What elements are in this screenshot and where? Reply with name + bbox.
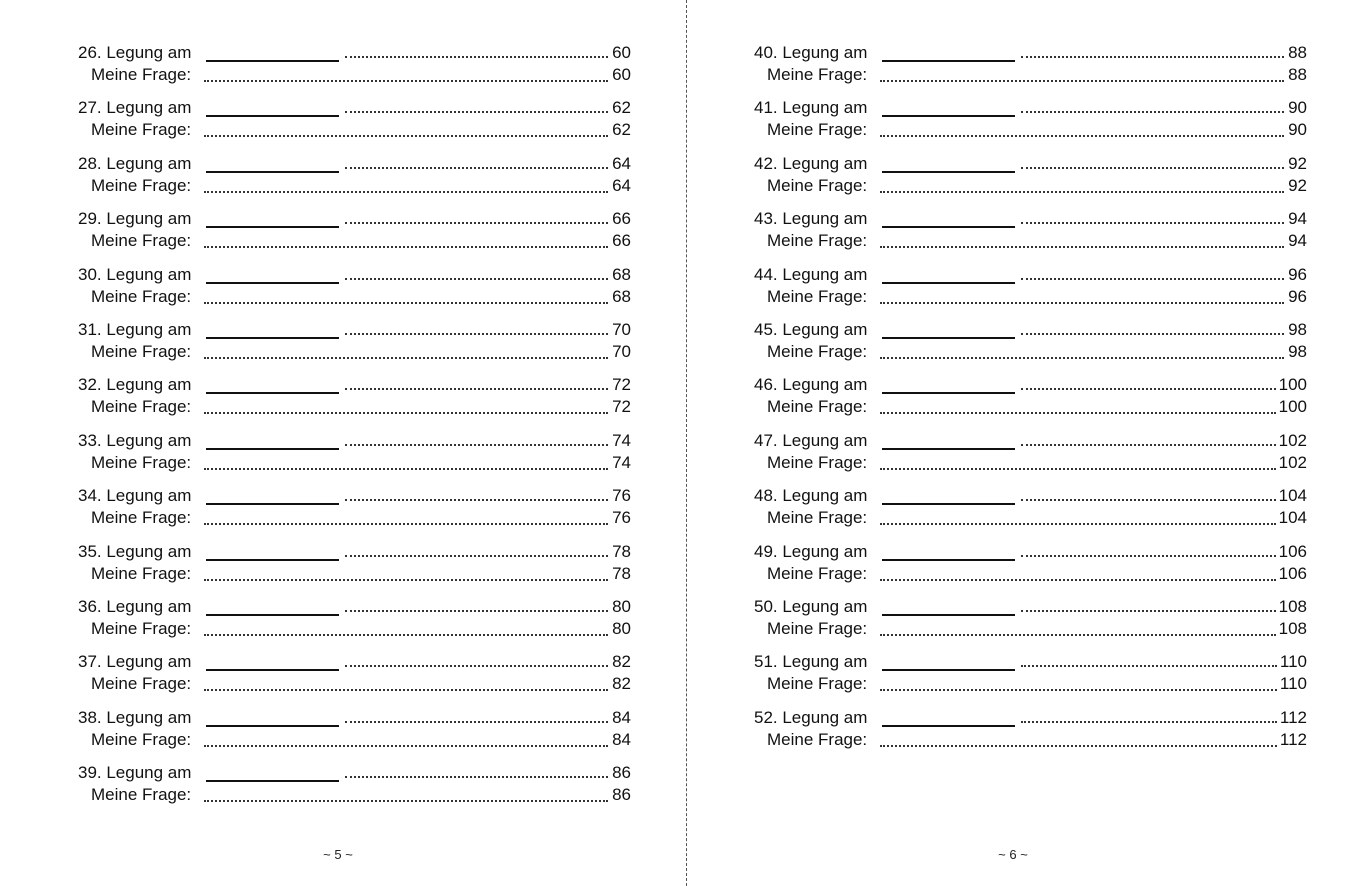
reading-line	[754, 649, 1307, 671]
page-reference: 80	[612, 596, 631, 616]
dot-leader	[345, 609, 608, 612]
toc-list	[754, 40, 1307, 760]
date-blank-field	[206, 653, 339, 671]
dot-leader	[880, 79, 1284, 82]
page-number-footer: ~ 5 ~	[323, 847, 353, 862]
question-line	[754, 119, 1307, 141]
toc-entry	[754, 151, 1307, 206]
page-reference: 90	[1288, 120, 1307, 140]
dot-leader	[204, 522, 608, 525]
question-label: Meine Frage:	[767, 729, 868, 749]
reading-title: 29. Legung am	[78, 209, 192, 229]
page-reference: 98	[1288, 341, 1307, 361]
reading-line	[754, 372, 1307, 394]
page-reference: 84	[612, 707, 631, 727]
question-line	[78, 729, 631, 751]
dot-leader	[880, 633, 1276, 636]
reading-title: 45. Legung am	[754, 319, 868, 339]
page-reference: 74	[612, 452, 631, 472]
date-blank-field	[882, 543, 1015, 561]
question-line	[78, 618, 631, 640]
date-blank-field	[882, 709, 1015, 727]
question-label: Meine Frage:	[767, 674, 868, 694]
reading-line	[754, 705, 1307, 727]
page-reference: 94	[1288, 231, 1307, 251]
reading-title: 31. Legung am	[78, 319, 192, 339]
dot-leader	[204, 190, 608, 193]
reading-title: 40. Legung am	[754, 43, 868, 62]
page-reference: 110	[1279, 652, 1307, 672]
dot-leader	[1021, 110, 1284, 113]
dot-leader	[204, 134, 608, 137]
reading-title: 33. Legung am	[78, 430, 192, 450]
dot-leader	[345, 332, 608, 335]
toc-entry	[754, 206, 1307, 261]
reading-line	[78, 649, 631, 671]
reading-title: 30. Legung am	[78, 264, 192, 284]
toc-entry	[754, 372, 1307, 427]
reading-line	[754, 262, 1307, 284]
page-reference: 72	[612, 375, 631, 395]
date-blank-field	[882, 321, 1015, 339]
question-line	[754, 64, 1307, 86]
dot-leader	[204, 301, 608, 304]
date-blank-field	[206, 598, 339, 616]
reading-title: 48. Legung am	[754, 486, 868, 506]
date-blank-field	[206, 321, 339, 339]
toc-entry	[754, 40, 1307, 95]
dot-leader	[204, 578, 608, 581]
question-label: Meine Frage:	[767, 231, 868, 251]
page-reference: 78	[612, 563, 631, 583]
reading-line	[78, 705, 631, 727]
dot-leader	[204, 467, 608, 470]
dot-leader	[1021, 554, 1276, 557]
question-line	[754, 286, 1307, 308]
date-blank-field	[206, 487, 339, 505]
dot-leader	[880, 578, 1276, 581]
page-number-footer: ~ 6 ~	[998, 847, 1028, 862]
toc-entry	[78, 539, 631, 594]
reading-line	[754, 95, 1307, 117]
question-line	[78, 452, 631, 474]
date-blank-field	[206, 155, 339, 173]
page-reference: 74	[612, 430, 631, 450]
dot-leader	[345, 277, 608, 280]
toc-entry	[754, 705, 1307, 760]
page-reference: 68	[612, 264, 631, 284]
question-line	[78, 341, 631, 363]
page-reference: 76	[612, 486, 631, 506]
reading-line	[754, 151, 1307, 173]
reading-line	[78, 40, 631, 62]
page-reference: 106	[1278, 563, 1307, 583]
question-line	[754, 396, 1307, 418]
dot-leader	[345, 498, 608, 501]
toc-entry	[78, 40, 631, 95]
date-blank-field	[882, 44, 1015, 62]
page-reference: 62	[612, 98, 631, 118]
page-reference: 64	[612, 175, 631, 195]
question-label: Meine Frage:	[91, 120, 192, 140]
toc-entry	[78, 206, 631, 261]
reading-title: 36. Legung am	[78, 596, 192, 616]
question-label: Meine Frage:	[91, 674, 192, 694]
question-label: Meine Frage:	[91, 729, 192, 749]
question-line	[78, 286, 631, 308]
dot-leader	[1021, 443, 1276, 446]
dot-leader	[204, 633, 608, 636]
toc-entry	[754, 428, 1307, 483]
page-reference: 94	[1288, 209, 1307, 229]
reading-title: 46. Legung am	[754, 375, 868, 395]
page-reference: 112	[1279, 729, 1307, 749]
question-line	[754, 452, 1307, 474]
reading-title: 50. Legung am	[754, 596, 868, 616]
reading-line	[78, 483, 631, 505]
reading-line	[754, 428, 1307, 450]
toc-entry	[78, 262, 631, 317]
toc-entry	[78, 317, 631, 372]
dot-leader	[1021, 332, 1284, 335]
page-reference: 100	[1278, 375, 1307, 395]
question-label: Meine Frage:	[91, 65, 192, 84]
page-reference: 76	[612, 508, 631, 528]
toc-entry	[78, 760, 631, 815]
reading-title: 41. Legung am	[754, 98, 868, 118]
page-reference: 66	[612, 231, 631, 251]
page-reference: 80	[612, 618, 631, 638]
toc-entry	[78, 594, 631, 649]
reading-title: 47. Legung am	[754, 430, 868, 450]
dot-leader	[1021, 664, 1277, 667]
dot-leader	[345, 110, 608, 113]
page-reference: 70	[612, 319, 631, 339]
dot-leader	[204, 744, 608, 747]
question-label: Meine Frage:	[91, 618, 192, 638]
question-label: Meine Frage:	[91, 563, 192, 583]
date-blank-field	[206, 432, 339, 450]
reading-line	[78, 151, 631, 173]
page-reference: 86	[612, 763, 631, 783]
dot-leader	[880, 411, 1276, 414]
page-reference: 102	[1278, 430, 1307, 450]
toc-entry	[78, 372, 631, 427]
dot-leader	[1021, 609, 1276, 612]
page-reference: 72	[612, 397, 631, 417]
reading-line	[754, 539, 1307, 561]
reading-line	[754, 594, 1307, 616]
dot-leader	[345, 443, 608, 446]
question-label: Meine Frage:	[91, 508, 192, 528]
reading-title: 28. Legung am	[78, 153, 192, 173]
question-label: Meine Frage:	[767, 563, 868, 583]
question-line	[754, 563, 1307, 585]
question-line	[78, 784, 631, 806]
question-label: Meine Frage:	[767, 120, 868, 140]
dot-leader	[1021, 498, 1276, 501]
reading-title: 49. Legung am	[754, 541, 868, 561]
page-reference: 88	[1288, 43, 1307, 62]
reading-title: 51. Legung am	[754, 652, 868, 672]
page-reference: 64	[612, 153, 631, 173]
question-line	[754, 230, 1307, 252]
page-reference: 96	[1288, 264, 1307, 284]
question-line	[78, 563, 631, 585]
toc-entry	[78, 705, 631, 760]
reading-line	[754, 317, 1307, 339]
page-reference: 96	[1288, 286, 1307, 306]
page-reference: 112	[1279, 707, 1307, 727]
page-reference: 82	[612, 674, 631, 694]
reading-line	[78, 372, 631, 394]
reading-line	[754, 40, 1307, 62]
dot-leader	[345, 166, 608, 169]
page-reference: 78	[612, 541, 631, 561]
dot-leader	[345, 554, 608, 557]
dot-leader	[345, 387, 608, 390]
question-label: Meine Frage:	[91, 397, 192, 417]
dot-leader	[880, 245, 1284, 248]
toc-entry	[78, 649, 631, 704]
reading-line	[78, 760, 631, 782]
toc-entry	[78, 483, 631, 538]
dot-leader	[1021, 221, 1284, 224]
toc-entry	[78, 151, 631, 206]
page-reference: 84	[612, 729, 631, 749]
toc-entry	[754, 539, 1307, 594]
dot-leader	[1021, 277, 1284, 280]
reading-title: 32. Legung am	[78, 375, 192, 395]
reading-line	[78, 539, 631, 561]
page-reference: 90	[1288, 98, 1307, 118]
date-blank-field	[206, 709, 339, 727]
right-page	[687, 0, 1372, 886]
toc-entry	[754, 95, 1307, 150]
dot-leader	[880, 190, 1284, 193]
question-line	[78, 64, 631, 86]
question-label: Meine Frage:	[91, 175, 192, 195]
page-reference: 92	[1288, 175, 1307, 195]
question-label: Meine Frage:	[91, 231, 192, 251]
date-blank-field	[882, 99, 1015, 117]
reading-line	[78, 594, 631, 616]
dot-leader	[345, 664, 608, 667]
dot-leader	[1021, 387, 1276, 390]
dot-leader	[880, 522, 1276, 525]
question-line	[754, 175, 1307, 197]
question-label: Meine Frage:	[767, 452, 868, 472]
dot-leader	[880, 301, 1284, 304]
question-label: Meine Frage:	[91, 452, 192, 472]
reading-title: 43. Legung am	[754, 209, 868, 229]
question-line	[78, 119, 631, 141]
question-line	[78, 673, 631, 695]
dot-leader	[880, 744, 1277, 747]
reading-title: 34. Legung am	[78, 486, 192, 506]
page-reference: 88	[1288, 65, 1307, 84]
toc-entry	[78, 95, 631, 150]
date-blank-field	[882, 432, 1015, 450]
toc-entry	[754, 649, 1307, 704]
toc-entry	[754, 317, 1307, 372]
question-label: Meine Frage:	[91, 785, 192, 805]
page-reference: 104	[1278, 486, 1307, 506]
question-label: Meine Frage:	[767, 508, 868, 528]
toc-entry	[78, 428, 631, 483]
reading-line	[78, 206, 631, 228]
question-label: Meine Frage:	[91, 341, 192, 361]
reading-title: 42. Legung am	[754, 153, 868, 173]
page-reference: 86	[612, 785, 631, 805]
reading-title: 39. Legung am	[78, 763, 192, 783]
date-blank-field	[206, 764, 339, 782]
page-reference: 82	[612, 652, 631, 672]
page-reference: 104	[1278, 508, 1307, 528]
reading-title: 35. Legung am	[78, 541, 192, 561]
date-blank-field	[882, 376, 1015, 394]
reading-line	[754, 483, 1307, 505]
question-label: Meine Frage:	[767, 65, 868, 84]
page-reference: 106	[1278, 541, 1307, 561]
question-label: Meine Frage:	[767, 341, 868, 361]
date-blank-field	[882, 598, 1015, 616]
dot-leader	[345, 720, 608, 723]
reading-line	[754, 206, 1307, 228]
date-blank-field	[882, 487, 1015, 505]
question-line	[754, 507, 1307, 529]
date-blank-field	[206, 543, 339, 561]
question-line	[754, 341, 1307, 363]
dot-leader	[204, 688, 608, 691]
dot-leader	[345, 775, 608, 778]
reading-line	[78, 317, 631, 339]
page-reference: 100	[1278, 397, 1307, 417]
date-blank-field	[882, 210, 1015, 228]
question-line	[78, 230, 631, 252]
reading-line	[78, 428, 631, 450]
dot-leader	[204, 799, 608, 802]
reading-title: 52. Legung am	[754, 707, 868, 727]
toc-entry	[754, 594, 1307, 649]
dot-leader	[204, 411, 608, 414]
dot-leader	[880, 688, 1277, 691]
date-blank-field	[206, 44, 339, 62]
date-blank-field	[206, 266, 339, 284]
dot-leader	[204, 356, 608, 359]
dot-leader	[204, 79, 608, 82]
page-reference: 108	[1278, 618, 1307, 638]
reading-line	[78, 262, 631, 284]
dot-leader	[345, 55, 608, 58]
question-label: Meine Frage:	[767, 618, 868, 638]
reading-title: 27. Legung am	[78, 98, 192, 118]
dot-leader	[1021, 166, 1284, 169]
page-reference: 110	[1279, 674, 1307, 694]
page-reference: 60	[612, 65, 631, 84]
question-label: Meine Frage:	[767, 286, 868, 306]
dot-leader	[1021, 55, 1284, 58]
page-reference: 68	[612, 286, 631, 306]
question-line	[78, 175, 631, 197]
question-label: Meine Frage:	[767, 397, 868, 417]
page-reference: 108	[1278, 596, 1307, 616]
toc-entry	[754, 262, 1307, 317]
date-blank-field	[206, 210, 339, 228]
page-reference: 70	[612, 341, 631, 361]
toc-entry	[754, 483, 1307, 538]
page-reference: 62	[612, 120, 631, 140]
question-label: Meine Frage:	[767, 175, 868, 195]
reading-title: 37. Legung am	[78, 652, 192, 672]
page-reference: 102	[1278, 452, 1307, 472]
question-line	[754, 729, 1307, 751]
date-blank-field	[206, 99, 339, 117]
toc-list	[78, 40, 631, 815]
reading-title: 44. Legung am	[754, 264, 868, 284]
dot-leader	[880, 356, 1284, 359]
page-reference: 98	[1288, 319, 1307, 339]
page-reference: 92	[1288, 153, 1307, 173]
dot-leader	[345, 221, 608, 224]
date-blank-field	[882, 266, 1015, 284]
question-line	[754, 618, 1307, 640]
date-blank-field	[882, 155, 1015, 173]
reading-title: 26. Legung am	[78, 43, 192, 62]
date-blank-field	[882, 653, 1015, 671]
dot-leader	[1021, 720, 1277, 723]
reading-title: 38. Legung am	[78, 707, 192, 727]
page-reference: 60	[612, 43, 631, 62]
dot-leader	[880, 467, 1276, 470]
question-line	[78, 507, 631, 529]
page-reference: 66	[612, 209, 631, 229]
dot-leader	[204, 245, 608, 248]
date-blank-field	[206, 376, 339, 394]
question-line	[754, 673, 1307, 695]
reading-line	[78, 95, 631, 117]
question-label: Meine Frage:	[91, 286, 192, 306]
question-line	[78, 396, 631, 418]
dot-leader	[880, 134, 1284, 137]
